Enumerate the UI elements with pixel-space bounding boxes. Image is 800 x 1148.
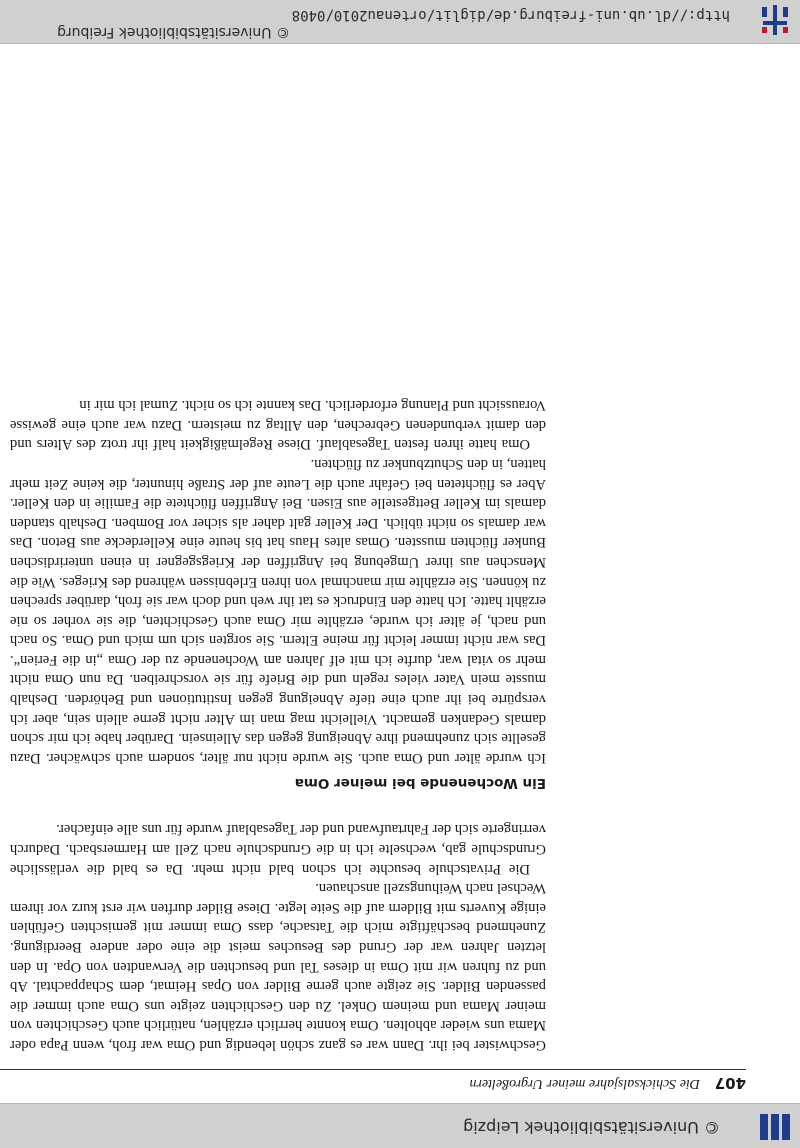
viewer-top-banner xyxy=(0,1103,800,1148)
library-logo-icon xyxy=(758,1112,792,1142)
viewer-footer-banner xyxy=(0,0,800,44)
banner-credit: © Universitätsbibliothek Leipzig xyxy=(463,1118,720,1137)
footer-credit: © Universitätsbibliothek Freiburg xyxy=(57,24,290,40)
paragraph: Geschwister bei ihr. Dann war es ganz schön lebendig und Oma war froh, wenn Papa oder Mama uns wieder abholten. Oma konnte herrlich erzählen, natürlich auch Geschichten von meiner Mama und meinem Onkel. Zu den Geschichten zeigte uns Oma auch immer die passenden Bilder. Sie zeigte auch gerne Bilder von Opas Heimat, dem Schappachtal. Ab und zu fuhren wir mit Oma in dieses Tal und besuchten die Verwandten von Opa. In den letzten Jahren war der Grund des Besuches meist die eine oder andere Beerdigung. Zunehmend beschäftigte mich die Tatsache, dass Oma immer mit gemischten Gefühlen einige Kuverts mit Bildern auf die Seite legte. Diese Bilder durften wir erst kurz vor ihrem Wechsel nach Weihungszell anschauen. xyxy=(10,880,546,1053)
footer-url-link[interactable]: http://dl.ub.uni-freiburg.de/diglit/ortenau2010/0408 xyxy=(291,7,730,23)
page-number: 407 xyxy=(714,1074,746,1092)
paragraph: Oma hatte ihren festen Tagesablauf. Diese Regelmäßigkeit half ihr trotz des Alters und den damit verbundenen Gebrechen, den Alltag zu meistern. Dazu war auch eine gewisse Voraussicht und Planung erforderlich. Das kannte ich so nicht. Zumal ich mir in xyxy=(10,397,546,453)
section-heading: Ein Wochenende bei meiner Oma xyxy=(294,774,546,791)
paragraph: Die Privatschule besuchte ich schon bald nicht mehr. Da es bald die verlässliche Grundschule gab, wechselte ich in die Grundschule nach Zell am Harmersbach. Dadurch verringerte sich der Fahrtaufwand und der Tagesablauf wurde für uns alle einfacher. xyxy=(10,821,546,877)
running-title: Die Schicksalsjahre meiner Urgroßeltern xyxy=(469,1076,700,1091)
university-logo-icon xyxy=(758,5,792,35)
body-text xyxy=(10,395,546,1054)
paragraph: Ich wurde älter und Oma auch. Sie wurde nicht nur älter, sondern auch schwächer. Dazu gesellte sich zunehmend ihre Abneigung gegen das Alleinsein. Darüber habe ich mir schon damals Gedanken gemacht. Vielleicht mag man im Alter nicht gerne allein sein, aber ich verspürte bei ihr auch eine tiefe Abneigung gegen Institutionen und Behörden. Deshalb musste mein Vater vieles regeln und die Briefe für sie vorschreiben. Da nun Oma nicht mehr so vital war, durfte ich mit elf Jahren am Wochenende zu der Oma „in die Ferien“. Das war nicht immer leicht für meine Eltern. Sie sorgten sich um mich und Oma. So nach und nach, je älter ich wurde, erzählte mir Oma auch Geschichten, die sie vorher so nie erzählt hatte. Ich hatte den Eindruck es tat ihr weh und doch war sie froh, darüber sprechen zu können. Sie erzählte mir manchmal von ihren Erlebnissen während des Krieges. Wie die Menschen aus ihrer Umgebung bei Angriffen der Kriegsgegner in einen unterirdischen Bunker flüchten mussten. Omas altes Haus hat bis heute eine Kellerdecke aus Beton. Das war damals so nicht üblich. Der Keller galt daher als sicher vor Bomben. Deshalb standen damals im Keller Bettgestelle aus Eisen. Bei Angriffen flüchtete die Familie in den Keller. Aber es flüchteten bei Gefahr auch die Leute auf der Straße hinunter, die keine Zeit mehr hatten, in den Schutzbunker zu flüchten. xyxy=(10,455,546,766)
running-head xyxy=(0,1069,746,1092)
